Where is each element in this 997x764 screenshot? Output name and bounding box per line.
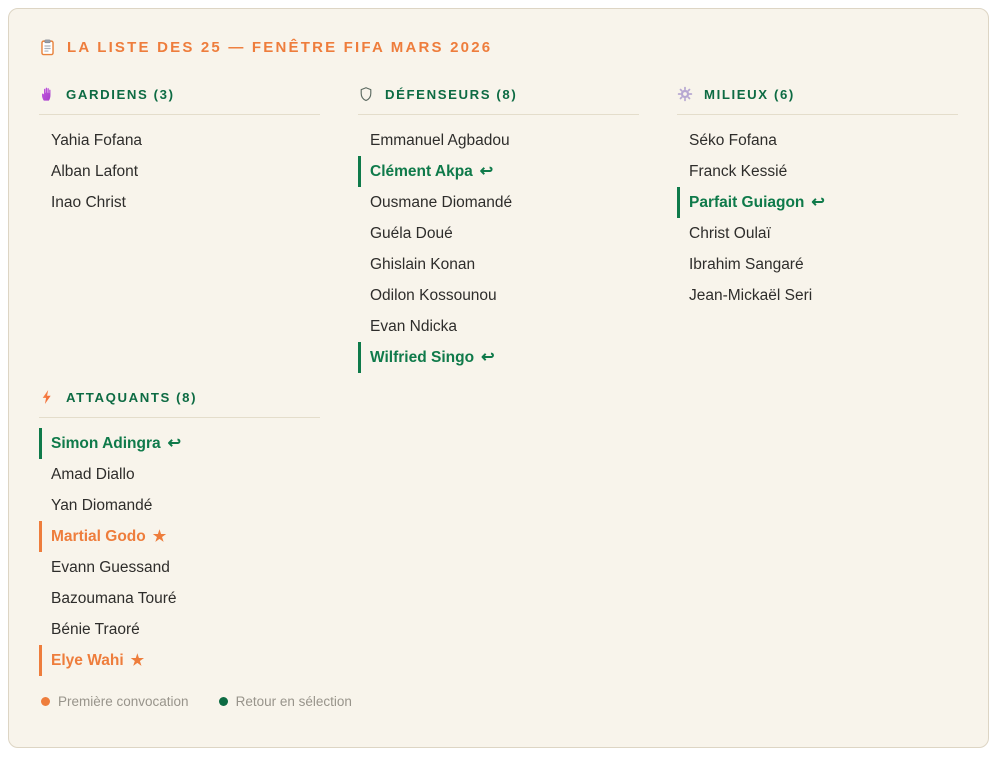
card-title-row: [39, 39, 958, 56]
player-name: Bénie Traoré: [51, 620, 140, 638]
player-name: Elye Wahi: [51, 651, 124, 669]
player-name: Wilfried Singo: [370, 348, 475, 366]
legend: [41, 694, 958, 709]
player-row: [39, 187, 320, 218]
legend-item: [41, 694, 189, 709]
section-header: [358, 86, 639, 115]
player-list: [358, 125, 639, 373]
player-row: [358, 156, 639, 187]
return-arrow-icon: ↩: [479, 162, 494, 180]
player-name: Franck Kessié: [689, 162, 788, 180]
player-name: Evann Guessand: [51, 558, 170, 576]
glove-icon: [39, 86, 55, 102]
player-row: [358, 218, 639, 249]
player-list: [39, 428, 320, 676]
player-row: [358, 280, 639, 311]
shield-icon: [358, 86, 374, 102]
player-list: [39, 125, 320, 218]
player-row: [358, 249, 639, 280]
section-defenseurs: [358, 86, 639, 373]
return-arrow-icon: ↩: [811, 193, 825, 211]
player-name: Alban Lafont: [51, 162, 139, 180]
section-attaquants: [39, 389, 320, 676]
player-row: [39, 125, 320, 156]
clipboard-icon: [39, 39, 56, 56]
legend-label: Première convocation: [58, 694, 189, 709]
legend-dot-icon: [219, 697, 228, 706]
player-row: [677, 218, 958, 249]
player-name: Ghislain Konan: [370, 255, 476, 273]
return-arrow-icon: ↩: [481, 348, 495, 366]
section-label: ATTAQUANTS (8): [66, 389, 198, 405]
player-row: [39, 459, 320, 490]
player-name: Evan Ndicka: [370, 317, 458, 335]
player-name: Emmanuel Agbadou: [370, 131, 510, 149]
player-list: [677, 125, 958, 311]
player-row: [677, 249, 958, 280]
player-name: Odilon Kossounou: [370, 286, 497, 304]
section-header: [39, 86, 320, 115]
player-row: [677, 280, 958, 311]
gear-icon: [677, 86, 693, 102]
player-name: Séko Fofana: [689, 131, 777, 149]
legend-label: Retour en sélection: [235, 694, 352, 709]
section-gardiens: [39, 86, 320, 373]
player-row: [39, 521, 320, 552]
player-name: Christ Oulaï: [689, 224, 771, 242]
player-name: Guéla Doué: [370, 224, 453, 242]
bolt-icon: [39, 389, 55, 405]
first-call-star-icon: ★: [130, 652, 145, 669]
section-label: DÉFENSEURS (8): [385, 86, 518, 102]
player-row: [39, 583, 320, 614]
section-label: MILIEUX (6): [704, 86, 795, 102]
player-row: [39, 614, 320, 645]
section-label: GARDIENS (3): [66, 86, 175, 102]
player-row: [677, 156, 958, 187]
player-name: Clément Akpa: [370, 162, 473, 180]
player-row: [677, 187, 958, 218]
player-name: Ousmane Diomandé: [370, 193, 513, 211]
player-row: [358, 125, 639, 156]
player-name: Inao Christ: [51, 193, 126, 211]
player-name: Yahia Fofana: [51, 131, 143, 149]
player-name: Yan Diomandé: [51, 496, 153, 514]
section-header: [39, 389, 320, 418]
player-name: Parfait Guiagon: [689, 193, 805, 211]
section-milieux: [677, 86, 958, 373]
first-call-star-icon: ★: [152, 528, 167, 545]
player-row: [39, 552, 320, 583]
player-row: [39, 156, 320, 187]
legend-dot-icon: [41, 697, 50, 706]
player-row: [39, 645, 320, 676]
player-name: Martial Godo: [51, 527, 146, 545]
card-title: LA LISTE DES 25 — FENÊTRE FIFA MARS 2026: [67, 39, 493, 56]
sections-grid: [39, 86, 958, 676]
player-row: [358, 342, 639, 373]
section-header: [677, 86, 958, 115]
legend-item: [219, 694, 352, 709]
player-row: [677, 125, 958, 156]
player-name: Amad Diallo: [51, 465, 135, 483]
player-name: Ibrahim Sangaré: [689, 255, 804, 273]
player-name: Simon Adingra: [51, 434, 161, 452]
player-name: Jean-Mickaël Seri: [689, 286, 813, 304]
player-row: [358, 311, 639, 342]
squad-list-card: [8, 8, 989, 748]
return-arrow-icon: ↩: [167, 434, 182, 452]
player-row: [358, 187, 639, 218]
player-name: Bazoumana Touré: [51, 589, 177, 607]
player-row: [39, 490, 320, 521]
player-row: [39, 428, 320, 459]
